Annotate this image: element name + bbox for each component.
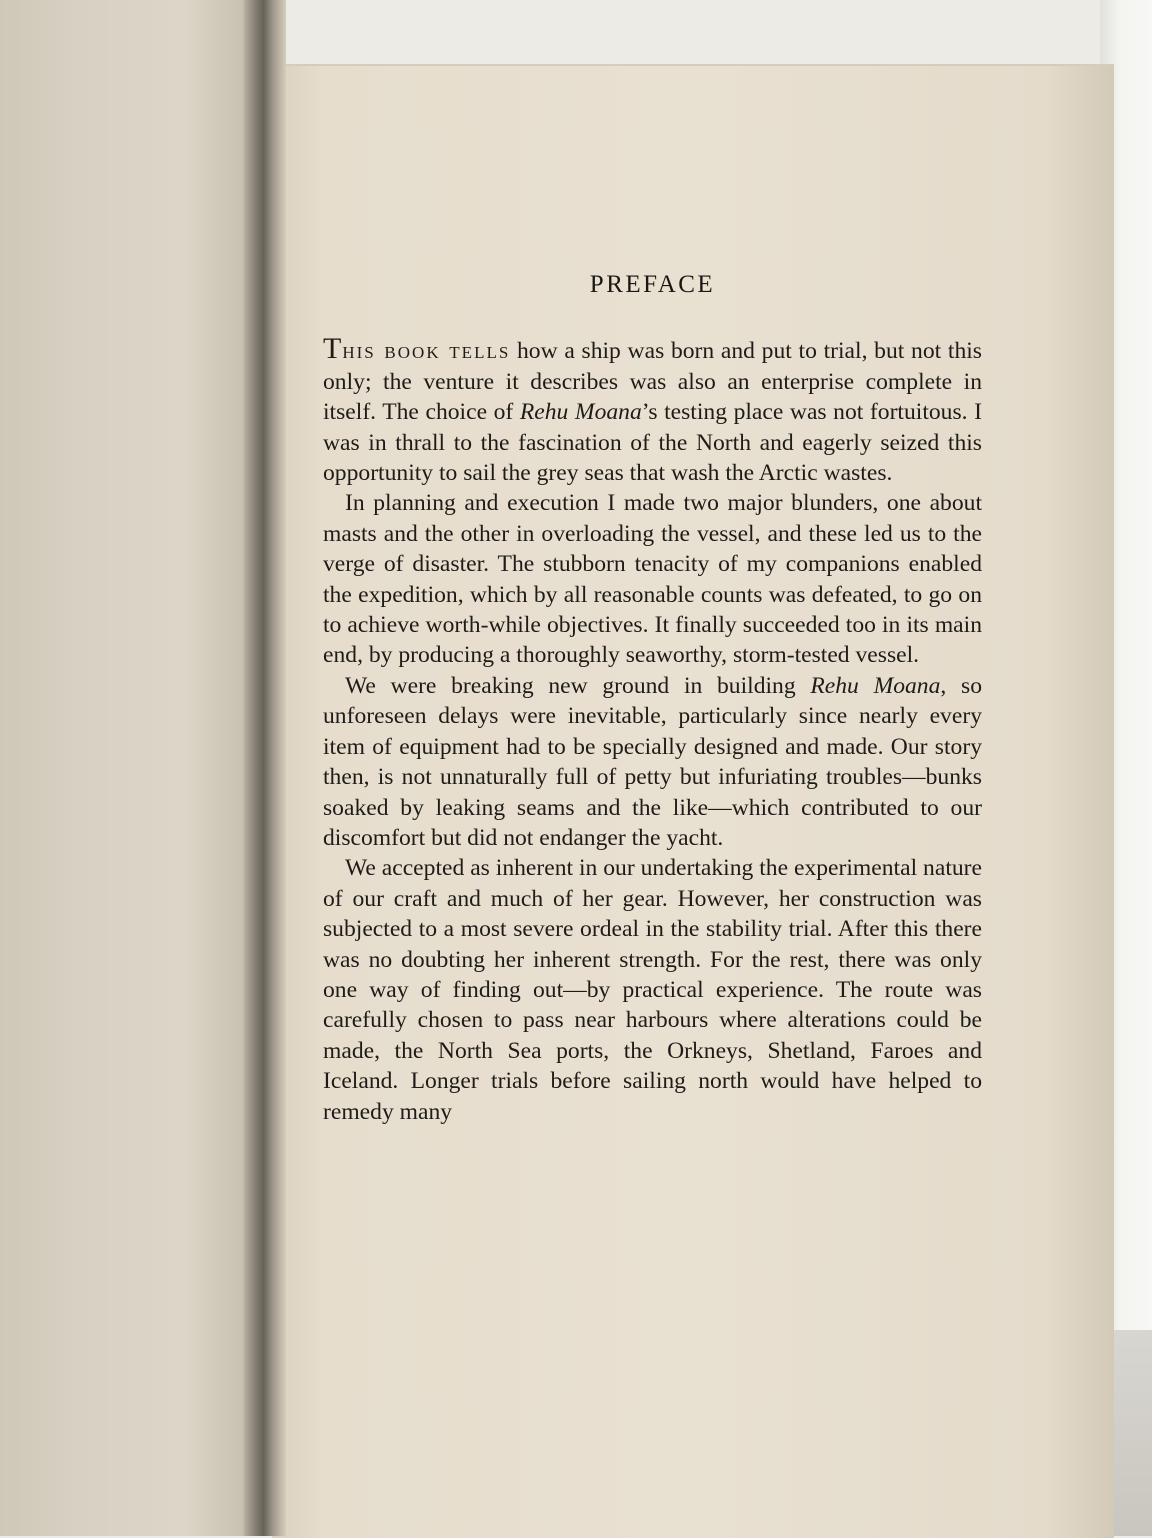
ship-name: Rehu Moana <box>519 399 642 426</box>
paragraph-3 <box>323 671 982 853</box>
page-text <box>323 270 982 1127</box>
page-title: PREFACE <box>589 271 716 298</box>
ship-name: Rehu Moana <box>810 672 941 699</box>
paragraph-1 <box>323 334 982 488</box>
lead-smallcaps: his book tells <box>342 338 511 365</box>
paragraph-1-text-a: how a ship was born and put to trial, but not this only; the venture it describes was also an enterprise complete in itself. The choice of <box>323 338 982 426</box>
paragraph-2: In planning and execution I made two major blunders, one about masts and the other in overloading the vessel, and these led us to the verge of disaster. The stubborn tenacity of my companions enabled the expedition, which by all reasonable counts was defeated, to go on to achieve worth-while objectives. It finally succeeded too in its main end, by producing a thoroughly seaworthy, storm-tested vessel. <box>323 490 982 669</box>
book-gutter <box>264 0 286 1536</box>
paragraph-1-text-b: ’s testing place was not fortuitous. I was in thrall to the fascination of the North and eagerly seized this opportunity to sail the grey seas that wash the Arctic wastes. <box>323 399 982 487</box>
paragraph-3-text-a: We were breaking new ground in building <box>345 672 811 699</box>
paragraph-3-text-b: , so unforeseen delays were inevitable, particularly since nearly every item of equipment had to be specially designed and made. Our story then, is not unnaturally full of petty but infuriating troubles—bunks soaked by leaking seams and the like—which contributed to our discomfort but did not endanger the yacht. <box>323 672 982 851</box>
paragraph-4: We accepted as inherent in our undertaking the experimental nature of our craft and much of her gear. However, her construction was subjected to a most severe ordeal in the stability trial. After this there was no doubting her inherent strength. For the rest, there was only one way of finding out—by practical experience. The route was carefully chosen to pass near harbours where alterations could be made, the North Sea ports, the Orkneys, Shetland, Faroes and Iceland. Longer trials before sailing north would have helped to remedy many <box>323 855 982 1125</box>
lead-initial: T <box>323 332 343 366</box>
left-page-edge <box>244 0 266 1536</box>
left-page <box>0 0 262 1536</box>
